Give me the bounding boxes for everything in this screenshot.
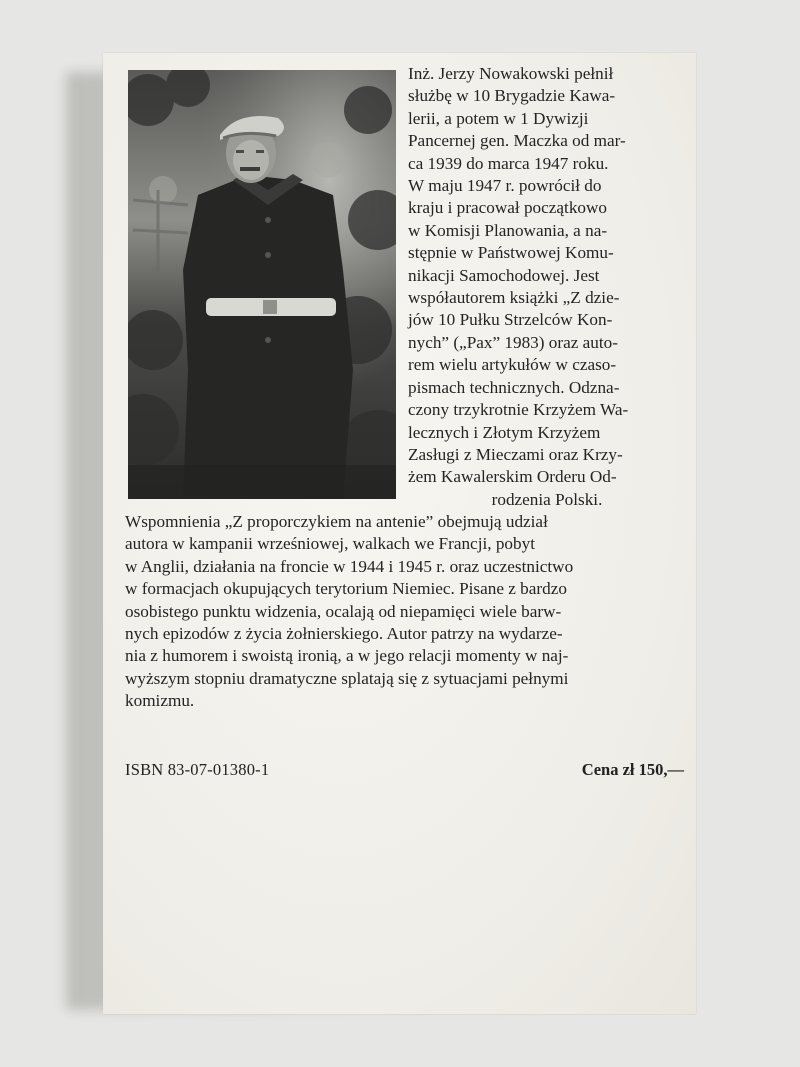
price-label: Cena zł 150,— [581, 760, 684, 779]
bio-line: stępnie w Państwowej Komu- [408, 243, 614, 263]
bio-line: kraju i pracował początkowo [408, 198, 608, 218]
book-description [125, 511, 689, 713]
bio-line: rem wielu artykułów w czaso- [408, 355, 617, 375]
bio-line: pismach technicznych. Odzna- [408, 377, 620, 397]
bio-line: lecznych i Złotym Krzyżem [408, 422, 601, 442]
bio-line: w Komisji Planowania, a na- [408, 220, 608, 240]
author-photo [128, 70, 396, 499]
bio-line: czony trzykrotnie Krzyżem Wa- [408, 400, 629, 420]
bio-line: żem Kawalerskim Orderu Od- [408, 467, 617, 487]
bio-line: Pancernej gen. Maczka od mar- [408, 131, 626, 151]
bio-line: W maju 1947 r. powrócił do [408, 176, 602, 196]
bio-line: rodzenia Polski. [491, 489, 603, 509]
bio-line: lerii, a potem w 1 Dywizji [408, 108, 589, 128]
bio-line: nych” („Pax” 1983) oraz auto- [408, 332, 618, 352]
desc-line: w formacjach okupujących terytorium Niemiec. Pisane z bardzo [125, 579, 567, 599]
bio-line: Inż. Jerzy Nowakowski pełnił [408, 64, 614, 83]
bio-line: nikacji Samochodowej. Jest [408, 265, 600, 285]
desc-line: w Anglii, działania na froncie w 1944 i 1945 r. oraz uczestnictwo [125, 556, 574, 576]
desc-line: Wspomnienia „Z proporczykiem na antenie” obejmują udział [125, 512, 548, 531]
author-bio [408, 63, 686, 511]
bio-line: jów 10 Pułku Strzelców Kon- [408, 310, 613, 330]
bio-line: Zasługi z Mieczami oraz Krzy- [408, 444, 623, 464]
desc-line: osobistego punktu widzenia, ocalają od niepamięci wiele barw- [125, 601, 562, 621]
bio-line: służbę w 10 Brygadzie Kawa- [408, 86, 616, 106]
book-back-cover [103, 53, 696, 1014]
bio-line: współautorem książki „Z dzie- [408, 288, 620, 308]
desc-line: wyższym stopniu dramatyczne splatają się z sytuacjami pełnymi [125, 668, 569, 688]
desc-line: nych epizodów z życia żołnierskiego. Autor patrzy na wydarze- [125, 624, 563, 644]
desc-line: komizmu. [125, 691, 195, 711]
desc-line: nia z humorem i swoistą ironią, a w jego relacji momenty w naj- [125, 646, 569, 666]
isbn-number: ISBN 83-07-01380-1 [125, 760, 270, 779]
desc-line: autora w kampanii wrześniowej, walkach we Francji, pobyt [125, 534, 535, 554]
bio-line: ca 1939 do marca 1947 roku. [408, 153, 609, 173]
